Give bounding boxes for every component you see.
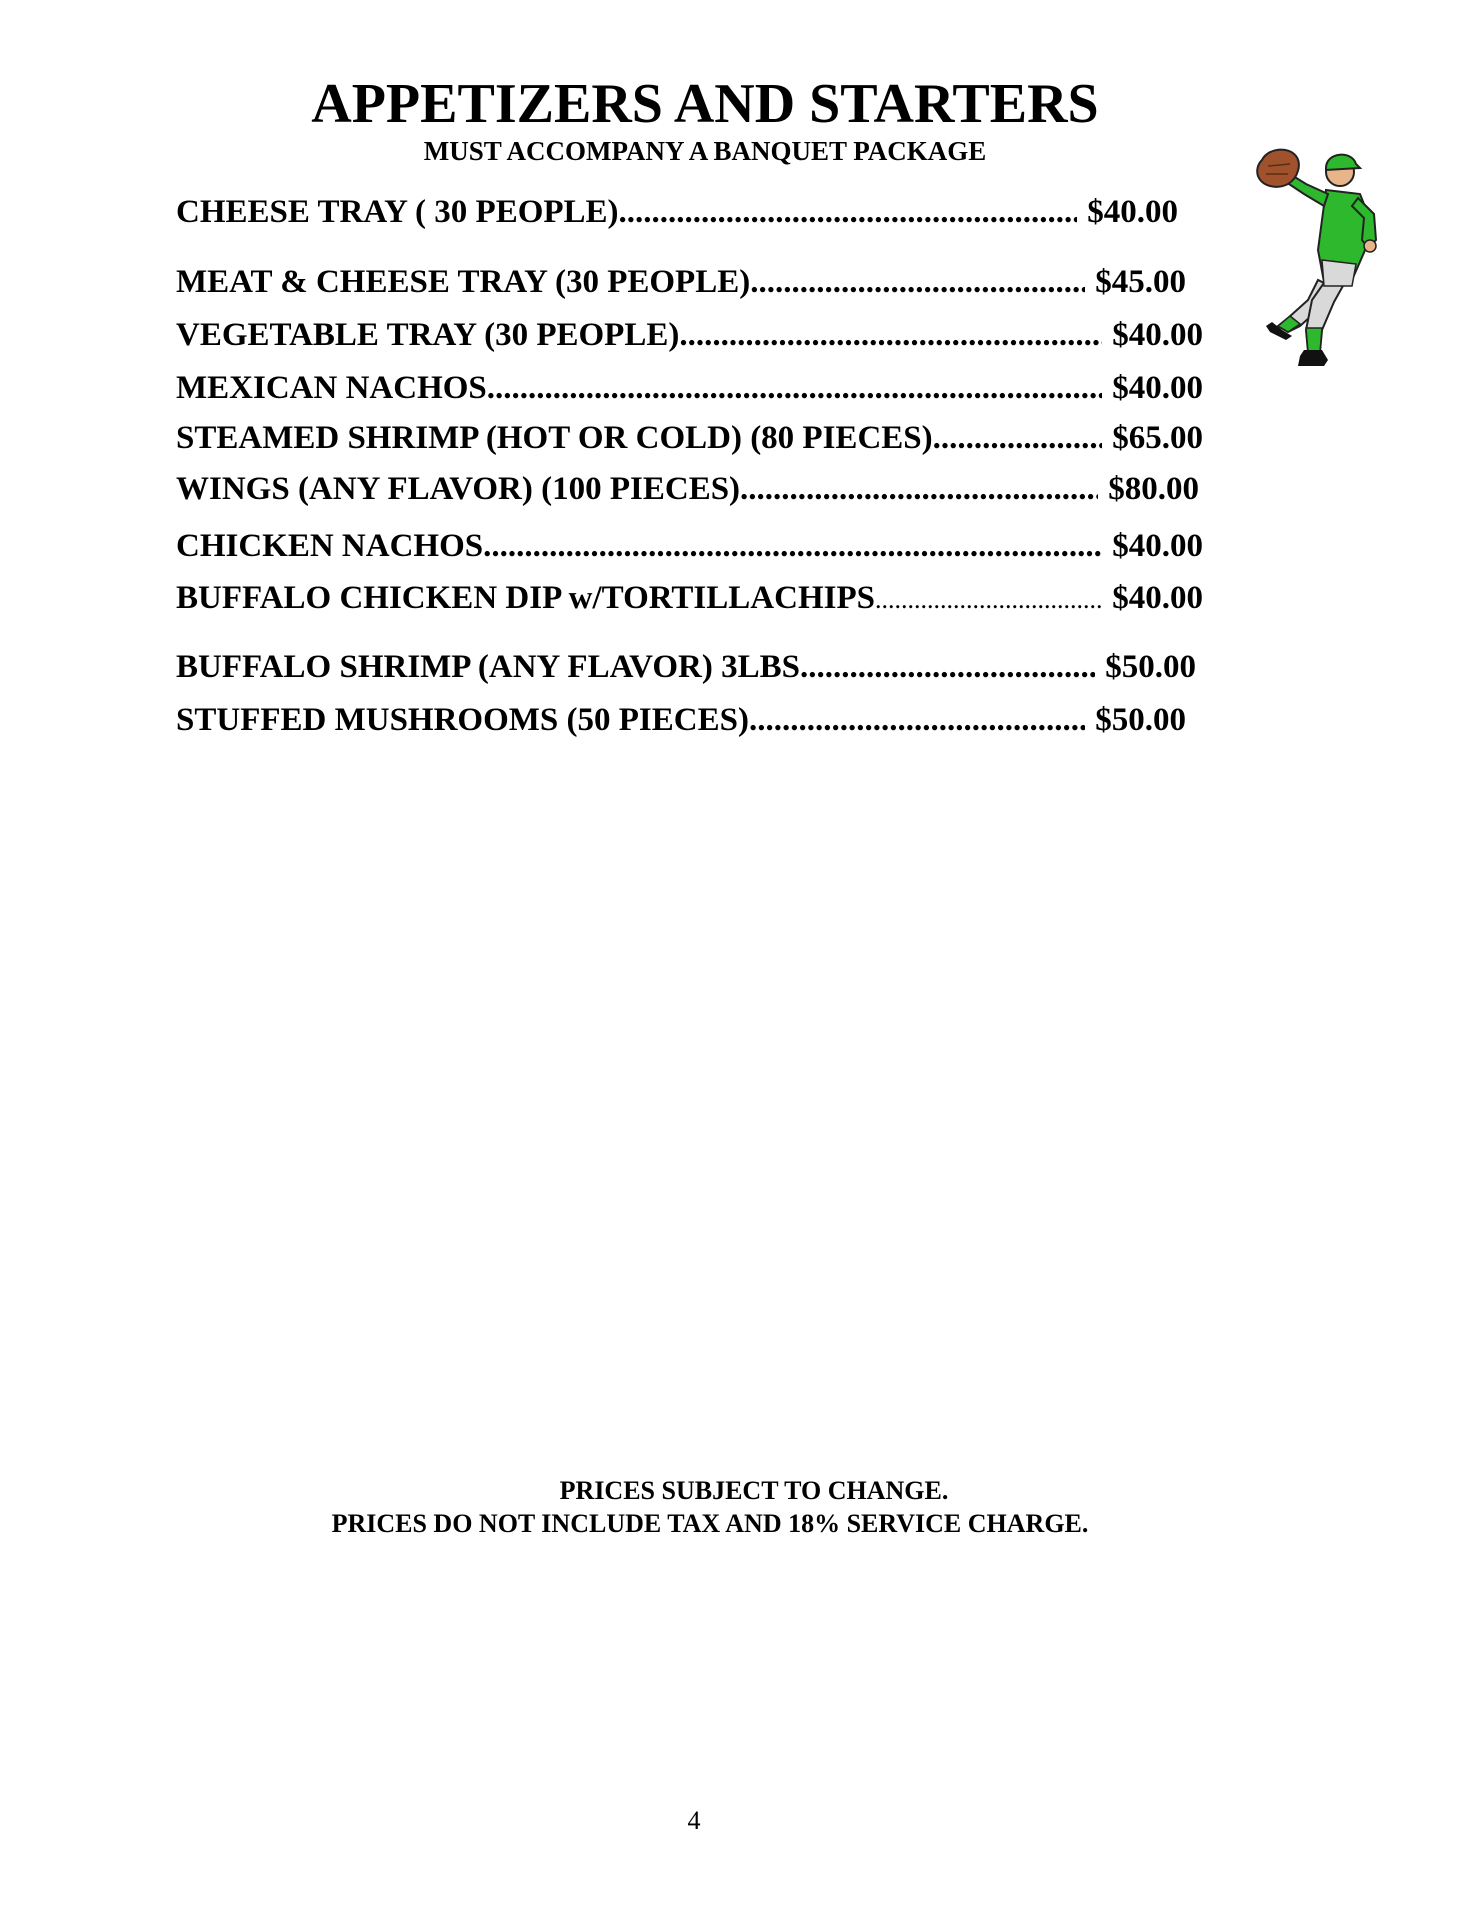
- menu-item-name: MEXICAN NACHOS: [176, 370, 487, 406]
- menu-item-price: $40.00: [1112, 528, 1203, 564]
- dot-leader: [740, 471, 1098, 508]
- baseball-pitcher-icon: [1248, 130, 1390, 370]
- dot-leader: [750, 264, 1085, 301]
- pitcher-glove: [1257, 150, 1299, 187]
- pitcher-pants: [1322, 260, 1356, 286]
- menu-item-name: BUFFALO CHICKEN DIP w/TORTILLACHIPS: [176, 580, 875, 616]
- menu-item: [176, 317, 1203, 357]
- menu-item-price: $40.00: [1112, 370, 1203, 406]
- pitcher-front-shoe: [1298, 350, 1328, 366]
- menu-item: [176, 194, 1178, 234]
- menu-item-name: BUFFALO SHRIMP (ANY FLAVOR) 3LBS.: [176, 649, 809, 685]
- menu-item-name: STUFFED MUSHROOMS (50 PIECES): [176, 702, 749, 738]
- dot-leader: [808, 649, 1095, 686]
- dot-leader: [679, 317, 1102, 354]
- page-number: 4: [687, 1806, 701, 1835]
- menu-item: [176, 528, 1203, 568]
- pitcher-cap: [1326, 155, 1360, 170]
- dot-leader: [483, 528, 1102, 565]
- menu-item-price: $45.00: [1095, 264, 1186, 300]
- menu-item-price: $65.00: [1112, 420, 1203, 456]
- menu-item-price: $80.00: [1108, 471, 1199, 507]
- menu-item-price: $40.00: [1087, 194, 1178, 230]
- pitcher-front-sock: [1306, 328, 1322, 352]
- footer-note-line2: PRICES DO NOT INCLUDE TAX AND 18% SERVICE CHARGE.: [331, 1509, 1089, 1538]
- menu-item: [176, 471, 1199, 511]
- menu-item: [176, 580, 1203, 620]
- menu-item-name: VEGETABLE TRAY (30 PEOPLE): [176, 317, 680, 353]
- page-subtitle: MUST ACCOMPANY A BANQUET PACKAGE: [423, 136, 987, 166]
- menu-item-name: WINGS (ANY FLAVOR) (100 PIECES): [176, 471, 741, 507]
- dot-leader: [875, 585, 1102, 615]
- menu-item-name: STEAMED SHRIMP (HOT OR COLD) (80 PIECES): [176, 420, 933, 456]
- menu-item-price: $40.00: [1112, 580, 1203, 616]
- dot-leader: [487, 370, 1102, 407]
- menu-item: [176, 420, 1203, 460]
- menu-item-price: $50.00: [1105, 649, 1196, 685]
- menu-item-name: CHICKEN NACHOS: [176, 528, 484, 564]
- pitcher-hand: [1364, 240, 1376, 252]
- dot-leader: [619, 194, 1078, 231]
- dot-leader: [749, 702, 1085, 739]
- menu-item: [176, 702, 1186, 742]
- dot-leader: [933, 420, 1103, 457]
- page-title: APPETIZERS AND STARTERS: [311, 73, 1099, 135]
- menu-item: [176, 370, 1203, 410]
- menu-item-price: $40.00: [1112, 317, 1203, 353]
- menu-item-price: $50.00: [1095, 702, 1186, 738]
- menu-item: [176, 649, 1196, 689]
- menu-item-name: CHEESE TRAY ( 30 PEOPLE): [176, 194, 619, 230]
- menu-item: [176, 264, 1186, 304]
- menu-item-name: MEAT & CHEESE TRAY (30 PEOPLE): [176, 264, 751, 300]
- footer-note-line1: PRICES SUBJECT TO CHANGE.: [559, 1476, 949, 1505]
